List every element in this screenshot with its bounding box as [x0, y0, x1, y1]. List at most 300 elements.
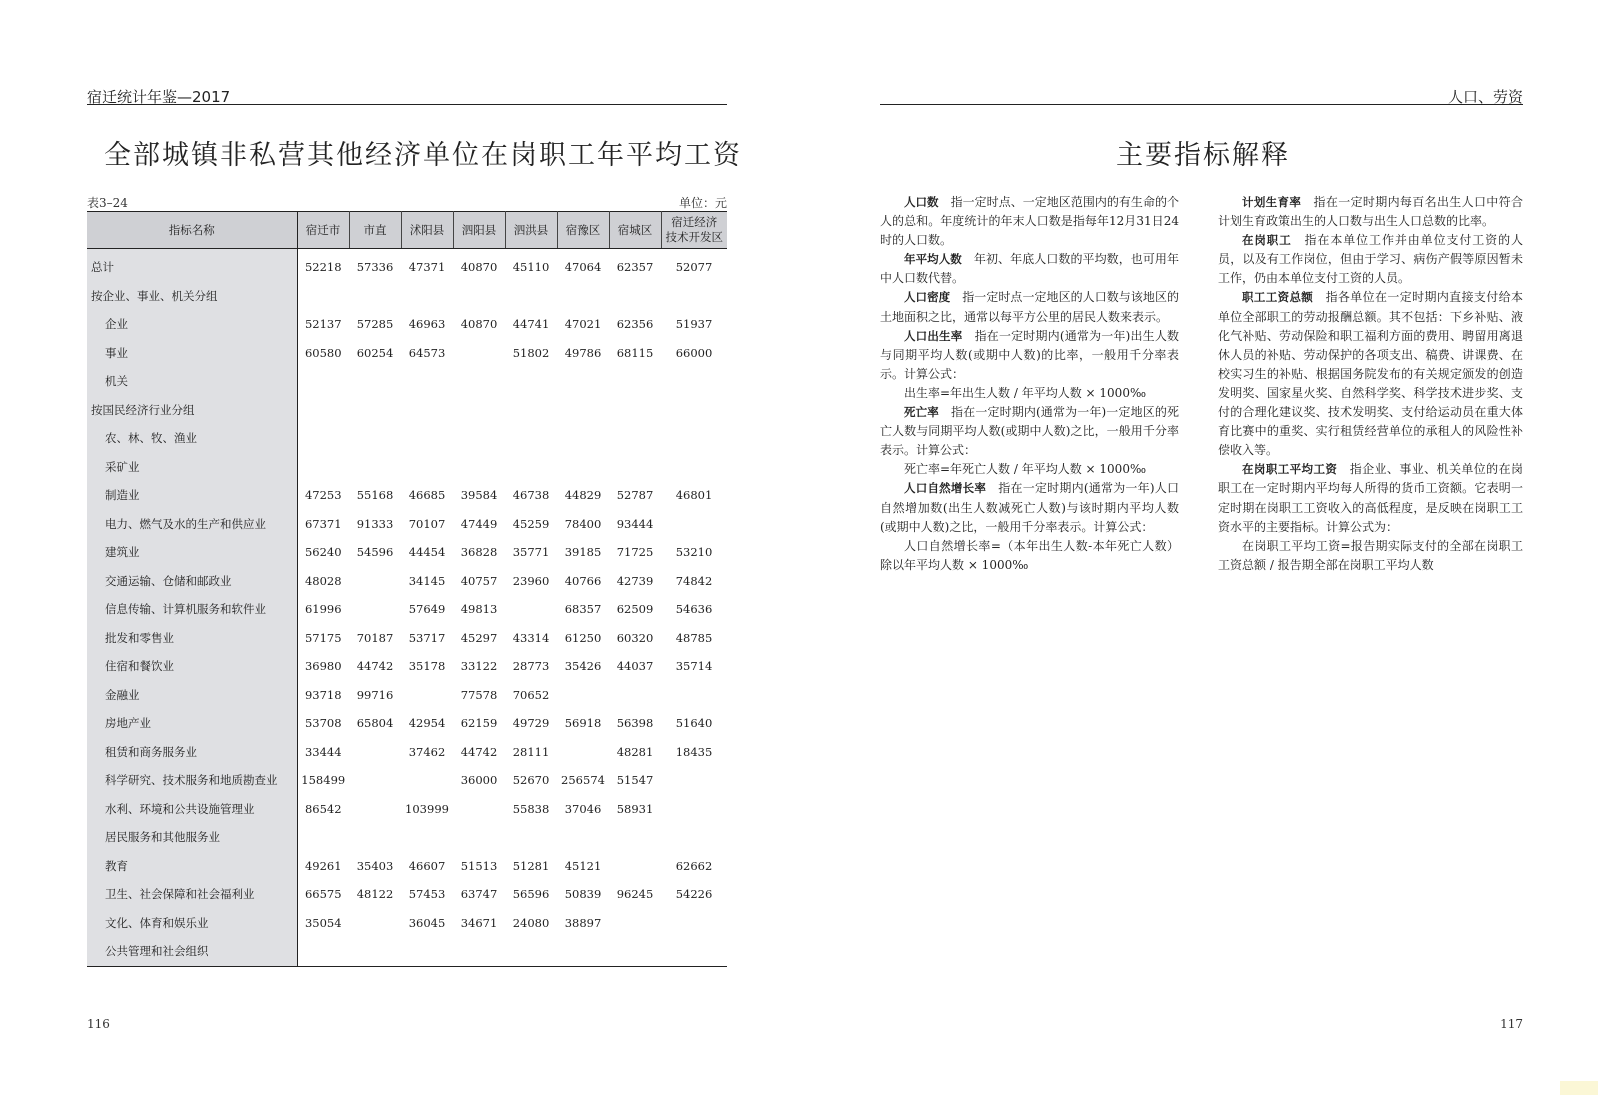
definition-paragraph	[880, 403, 1179, 460]
table-cell: 34145	[408, 573, 446, 588]
definition-term: 人口自然增长率	[904, 481, 987, 496]
table-cell	[505, 937, 557, 966]
table-cell	[401, 424, 453, 453]
table-cell: 91333	[356, 516, 394, 531]
row-label: 批发和零售业	[87, 624, 297, 653]
table-cell: 158499	[301, 773, 346, 788]
table-row	[87, 367, 727, 396]
table-row	[87, 396, 727, 425]
table-cell	[557, 681, 609, 710]
definition-term: 人口数	[904, 195, 939, 209]
table-cell: 38897	[564, 915, 602, 930]
header-rule-left	[87, 104, 727, 105]
table-cell: 23960	[512, 573, 550, 588]
definition-text: 指在本单位工作并由单位支付工资的人员，以及有工作岗位，但由于学习、病伤产假等原因暂未工作，仍由本单位支付工资的人员。	[1218, 233, 1523, 286]
table-cell: 49261	[304, 858, 342, 873]
table-body	[87, 249, 727, 967]
header-rule-right	[880, 104, 1523, 105]
page-number-left: 116	[87, 1017, 110, 1031]
formula: 人口自然增长率=（本年出生人数-本年死亡人数）除以年平均人数 × 1000‰	[880, 538, 1179, 572]
table-cell: 33122	[460, 659, 498, 674]
table-cell	[505, 424, 557, 453]
table-cell: 56240	[304, 545, 342, 560]
table-cell	[349, 424, 401, 453]
definition-paragraph	[880, 479, 1179, 536]
table-cell: 40766	[564, 573, 602, 588]
table-cell	[297, 424, 349, 453]
table-cell: 66000	[675, 345, 713, 360]
table-cell: 62357	[616, 260, 654, 275]
definition-text: 指一定时点一定地区的人口数与该地区的土地面积之比，通常以每平方公里的居民人数来表示。	[880, 290, 1179, 324]
page-title-left: 全部城镇非私营其他经济单位在岗职工年平均工资	[104, 140, 742, 171]
table-row	[87, 738, 727, 767]
table-cell: 36045	[408, 915, 446, 930]
table-cell: 62509	[616, 602, 654, 617]
table-cell: 60320	[616, 630, 654, 645]
header-region: 沭阳县	[401, 212, 453, 249]
table-cell: 57453	[408, 887, 446, 902]
row-label: 事业	[87, 339, 297, 368]
row-label: 金融业	[87, 681, 297, 710]
table-cell	[297, 937, 349, 966]
definition-term: 计划生育率	[1242, 195, 1302, 209]
table-cell: 39584	[460, 488, 498, 503]
table-cell: 64573	[408, 345, 446, 360]
row-label: 信息传输、计算机服务和软件业	[87, 595, 297, 624]
table-id: 表3–24	[87, 196, 128, 210]
table-cell: 46607	[408, 858, 446, 873]
table-cell: 52218	[304, 260, 342, 275]
header-region: 泗阳县	[453, 212, 505, 249]
definition-text: 指企业、事业、机关单位的在岗职工在一定时期内平均每人所得的货币工资额。它表明一定时期在岗职工工资收入的高低程度，是反映在岗职工工资水平的主要指标。计算公式为：	[1218, 462, 1523, 534]
header-region: 市直	[349, 212, 401, 249]
formula: 死亡率=年死亡人数 / 年平均人数 × 1000‰	[904, 462, 1147, 477]
table-cell	[661, 367, 727, 396]
table-cell	[609, 367, 661, 396]
table-cell	[557, 396, 609, 425]
table-cell: 40870	[460, 317, 498, 332]
table-cell: 28111	[512, 744, 550, 759]
table-cell	[557, 282, 609, 311]
table-cell	[609, 424, 661, 453]
definition-paragraph	[880, 250, 1179, 288]
table-row	[87, 681, 727, 710]
table-cell	[453, 367, 505, 396]
definition-term: 职工工资总额	[1242, 290, 1314, 305]
table-cell	[297, 823, 349, 852]
table-cell	[661, 795, 727, 824]
table-row	[87, 282, 727, 311]
table-cell: 66575	[304, 887, 342, 902]
header-region: 宿城区	[609, 212, 661, 249]
header-indicator-name: 指标名称	[87, 212, 297, 249]
definition-text: 指在一定时期内每百名出生人口中符合计划生育政策出生的人口数与出生人口总数的比率。	[1218, 195, 1523, 229]
table-cell: 50839	[564, 887, 602, 902]
definition-term: 人口密度	[904, 290, 951, 305]
right-page	[804, 0, 1609, 1099]
table-row	[87, 595, 727, 624]
running-head-left: 宿迁统计年鉴—2017	[87, 88, 231, 106]
table-cell: 46685	[408, 488, 446, 503]
definition-term: 在岗职工平均工资	[1242, 462, 1338, 477]
table-cell: 62159	[460, 716, 498, 731]
table-cell	[453, 823, 505, 852]
definition-term: 死亡率	[904, 405, 939, 420]
table-cell: 43314	[512, 630, 550, 645]
definition-text: 指一定时点、一定地区范围内的有生命的个人的总和。年度统计的年末人口数是指每年12月31日24时的人口数。	[880, 195, 1179, 248]
table-cell: 48028	[304, 573, 342, 588]
table-cell	[557, 738, 609, 767]
formula: 出生率=年出生人数 / 年平均人数 × 1000‰	[904, 385, 1147, 400]
table-cell	[557, 823, 609, 852]
table-cell: 54636	[675, 602, 713, 617]
table-cell	[401, 937, 453, 966]
table-cell: 103999	[405, 801, 449, 816]
table-row	[87, 909, 727, 938]
table-cell: 51281	[512, 858, 550, 873]
table-cell: 60254	[356, 345, 394, 360]
table-unit: 单位：元	[678, 196, 727, 210]
row-label: 交通运输、仓储和邮政业	[87, 567, 297, 596]
table-cell: 52077	[675, 260, 713, 275]
page-title-right: 主要指标解释	[1116, 140, 1290, 171]
table-cell: 52670	[512, 773, 550, 788]
table-cell: 62662	[675, 858, 713, 873]
definition-text: 指在一定时期内(通常为一年)一定地区的死亡人数与同期平均人数(或期中人数)之比，一般用千分率表示。计算公式：	[880, 405, 1179, 458]
table-row	[87, 624, 727, 653]
table-cell: 53717	[408, 630, 446, 645]
table-cell: 61250	[564, 630, 602, 645]
definition-paragraph	[1218, 193, 1523, 231]
table-cell	[453, 396, 505, 425]
table-cell: 93444	[616, 516, 654, 531]
table-cell: 49729	[512, 716, 550, 731]
table-cell: 34671	[460, 915, 498, 930]
table-cell: 45110	[512, 260, 550, 275]
table-row	[87, 481, 727, 510]
table-cell	[401, 282, 453, 311]
table-cell: 47253	[304, 488, 342, 503]
table-cell	[453, 453, 505, 482]
table-row	[87, 310, 727, 339]
table-row	[87, 766, 727, 795]
table-cell: 44829	[564, 488, 602, 503]
table-cell: 48785	[675, 630, 713, 645]
table-cell	[401, 766, 453, 795]
table-cell: 47449	[460, 516, 498, 531]
table-cell: 36000	[460, 773, 498, 788]
definition-term: 在岗职工	[1242, 233, 1292, 248]
row-label: 居民服务和其他服务业	[87, 823, 297, 852]
table-cell: 96245	[616, 887, 654, 902]
table-cell: 51937	[675, 317, 713, 332]
header-region: 宿豫区	[557, 212, 609, 249]
table-cell	[557, 424, 609, 453]
table-cell	[661, 766, 727, 795]
table-cell: 42739	[616, 573, 654, 588]
table-cell	[401, 367, 453, 396]
table-cell: 62356	[616, 317, 654, 332]
table-cell	[349, 937, 401, 966]
table-cell: 44037	[616, 659, 654, 674]
table-cell: 56596	[512, 887, 550, 902]
table-row	[87, 823, 727, 852]
table-cell	[297, 453, 349, 482]
table-cell: 74842	[675, 573, 713, 588]
definition-text: 年初、年底人口数的平均数，也可用年中人口数代替。	[880, 252, 1179, 286]
table-cell	[349, 396, 401, 425]
table-cell	[401, 453, 453, 482]
table-cell: 47064	[564, 260, 602, 275]
table-cell: 35178	[408, 659, 446, 674]
running-head-right: 人口、劳资	[1447, 88, 1523, 106]
table-cell	[349, 795, 401, 824]
table-cell: 39185	[564, 545, 602, 560]
table-cell: 61996	[304, 602, 342, 617]
table-cell: 57175	[304, 630, 342, 645]
table-cell	[349, 567, 401, 596]
table-cell	[505, 823, 557, 852]
table-row	[87, 510, 727, 539]
table-cell	[661, 453, 727, 482]
row-label: 建筑业	[87, 538, 297, 567]
table-cell	[557, 937, 609, 966]
table-cell	[349, 909, 401, 938]
table-cell: 67371	[304, 516, 342, 531]
row-label: 公共管理和社会组织	[87, 937, 297, 966]
table-cell	[661, 937, 727, 966]
table-cell	[349, 367, 401, 396]
definition-text: 指各单位在一定时期内直接支付给本单位全部职工的劳动报酬总额。其不包括：下乡补贴、液化气补贴、劳动保险和职工福利方面的费用、聘留用离退休人员的补贴、劳动保护的各项支出、稿费、讲课费、在校实习生的补贴、根据国务院发布的有关规定颁发的创造发明奖、国家星火奖、自然科学奖、科学技术进步奖、支付的合理化建议奖、技术发明奖、支付给运动员在重大体育比赛中的重奖、实行租赁经营单位的承租人的风险性补偿收入等。	[1218, 290, 1523, 458]
table-cell: 18435	[675, 744, 713, 759]
table-header	[87, 212, 727, 249]
table-cell	[453, 339, 505, 368]
table-cell	[505, 396, 557, 425]
table-row	[87, 937, 727, 966]
table-cell	[349, 823, 401, 852]
table-cell: 57285	[356, 317, 394, 332]
table-cell	[453, 937, 505, 966]
table-cell: 51802	[512, 345, 550, 360]
row-label: 科学研究、技术服务和地质勘查业	[87, 766, 297, 795]
table-cell: 71725	[616, 545, 654, 560]
table-cell: 35714	[675, 659, 713, 674]
row-label: 教育	[87, 852, 297, 881]
definition-term: 年平均人数	[904, 252, 962, 267]
table-cell: 37462	[408, 744, 446, 759]
row-label: 房地产业	[87, 709, 297, 738]
table-cell: 52787	[616, 488, 654, 503]
table-cell: 35426	[564, 659, 602, 674]
table-cell: 24080	[512, 915, 550, 930]
page-number-right: 117	[1500, 1017, 1523, 1031]
row-label: 企业	[87, 310, 297, 339]
table-cell: 256574	[561, 773, 605, 788]
table-cell	[609, 681, 661, 710]
table-cell	[661, 510, 727, 539]
table-cell: 56918	[564, 716, 602, 731]
table-row	[87, 339, 727, 368]
table-cell: 68357	[564, 602, 602, 617]
table-cell: 48122	[356, 887, 394, 902]
table-cell: 40757	[460, 573, 498, 588]
table-cell	[297, 367, 349, 396]
table-cell: 42954	[408, 716, 446, 731]
row-label: 住宿和餐饮业	[87, 652, 297, 681]
table-cell	[661, 909, 727, 938]
table-cell	[609, 909, 661, 938]
row-label: 文化、体育和娱乐业	[87, 909, 297, 938]
table-row	[87, 852, 727, 881]
table-cell: 46801	[675, 488, 713, 503]
table-row	[87, 453, 727, 482]
definitions-column-1	[880, 193, 1179, 575]
table-cell	[453, 424, 505, 453]
table-cell: 53210	[675, 545, 713, 560]
table-cell	[505, 453, 557, 482]
table-cell: 46738	[512, 488, 550, 503]
table-cell	[297, 396, 349, 425]
table-cell: 36828	[460, 545, 498, 560]
definition-paragraph	[1218, 460, 1523, 536]
table-cell	[609, 453, 661, 482]
table-cell: 44454	[408, 545, 446, 560]
table-cell	[609, 852, 661, 881]
definition-paragraph	[880, 327, 1179, 384]
wage-table	[87, 211, 727, 967]
table-cell: 54226	[675, 887, 713, 902]
table-cell: 47371	[408, 260, 446, 275]
table-cell	[297, 282, 349, 311]
row-label: 电力、燃气及水的生产和供应业	[87, 510, 297, 539]
table-cell	[349, 766, 401, 795]
table-cell: 63747	[460, 887, 498, 902]
table-cell	[505, 282, 557, 311]
left-page	[0, 0, 804, 1099]
table-cell: 45297	[460, 630, 498, 645]
table-cell	[609, 282, 661, 311]
table-cell: 77578	[460, 687, 498, 702]
table-cell: 48281	[616, 744, 654, 759]
table-cell	[349, 738, 401, 767]
table-cell	[661, 823, 727, 852]
table-cell: 55168	[356, 488, 394, 503]
table-cell: 49786	[564, 345, 602, 360]
table-row	[87, 795, 727, 824]
row-label: 租赁和商务服务业	[87, 738, 297, 767]
table-cell	[661, 424, 727, 453]
table-cell: 57649	[408, 602, 446, 617]
table-cell: 45121	[564, 858, 602, 873]
table-cell: 28773	[512, 659, 550, 674]
table-cell	[505, 367, 557, 396]
table-cell: 70107	[408, 516, 446, 531]
corner-mark	[1560, 1081, 1598, 1095]
table-cell: 51640	[675, 716, 713, 731]
table-cell: 68115	[616, 345, 654, 360]
table-cell	[349, 595, 401, 624]
formula: 在岗职工平均工资=报告期实际支付的全部在岗职工工资总额 / 报告期全部在岗职工平均人数	[1218, 538, 1523, 572]
table-cell	[505, 595, 557, 624]
table-cell: 56398	[616, 716, 654, 731]
table-cell: 70652	[512, 687, 550, 702]
table-row	[87, 880, 727, 909]
definition-paragraph	[880, 193, 1179, 250]
definition-paragraph	[880, 288, 1179, 326]
table-cell: 51513	[460, 858, 498, 873]
table-cell: 35403	[356, 858, 394, 873]
table-row	[87, 567, 727, 596]
row-label: 机关	[87, 367, 297, 396]
definition-paragraph	[1218, 288, 1523, 460]
table-cell	[661, 396, 727, 425]
row-label: 按企业、事业、机关分组	[87, 282, 297, 311]
table-row	[87, 249, 727, 282]
table-cell	[557, 367, 609, 396]
table-cell: 78400	[564, 516, 602, 531]
header-region: 宿迁经济 技术开发区	[661, 212, 727, 249]
table-cell: 49813	[460, 602, 498, 617]
table-cell: 58931	[616, 801, 654, 816]
definition-term: 人口出生率	[904, 328, 963, 343]
definition-paragraph	[1218, 231, 1523, 288]
definitions-column-2	[1218, 193, 1523, 575]
table-cell: 40870	[460, 260, 498, 275]
table-cell	[453, 282, 505, 311]
header-region: 宿迁市	[297, 212, 349, 249]
table-cell: 99716	[356, 687, 394, 702]
table-cell	[661, 681, 727, 710]
table-cell: 53708	[304, 716, 342, 731]
table-row	[87, 424, 727, 453]
table-cell: 55838	[512, 801, 550, 816]
definition-text: 指在一定时期内(通常为一年)出生人数与同期平均人数(或期中人数)的比率，一般用千分率表示。计算公式：	[880, 328, 1179, 381]
table-cell: 70187	[356, 630, 394, 645]
table-cell: 51547	[616, 773, 654, 788]
row-label: 制造业	[87, 481, 297, 510]
table-cell: 46963	[408, 317, 446, 332]
row-label: 按国民经济行业分组	[87, 396, 297, 425]
table-cell	[557, 453, 609, 482]
table-cell	[401, 823, 453, 852]
table-cell: 47021	[564, 317, 602, 332]
row-label: 水利、环境和公共设施管理业	[87, 795, 297, 824]
table-cell: 36980	[304, 659, 342, 674]
table-cell	[661, 282, 727, 311]
table-cell	[401, 681, 453, 710]
table-cell: 35771	[512, 545, 550, 560]
definition-text: 指在一定时期内(通常为一年)人口自然增加数(出生人数减死亡人数)与该时期内平均人数(或期中人数)之比，一般用千分率表示。计算公式：	[880, 481, 1179, 534]
table-cell	[453, 795, 505, 824]
table-cell: 93718	[304, 687, 342, 702]
table-cell	[401, 396, 453, 425]
table-cell: 44742	[356, 659, 394, 674]
table-cell: 45259	[512, 516, 550, 531]
table-cell	[609, 396, 661, 425]
table-cell: 35054	[304, 915, 342, 930]
table-row	[87, 538, 727, 567]
header-region: 泗洪县	[505, 212, 557, 249]
table-row	[87, 652, 727, 681]
row-label: 农、林、牧、渔业	[87, 424, 297, 453]
row-label: 卫生、社会保障和社会福利业	[87, 880, 297, 909]
table-cell: 33444	[304, 744, 342, 759]
table-cell: 44741	[512, 317, 550, 332]
table-cell: 37046	[564, 801, 602, 816]
table-cell: 57336	[356, 260, 394, 275]
table-cell	[349, 453, 401, 482]
table-cell	[349, 282, 401, 311]
